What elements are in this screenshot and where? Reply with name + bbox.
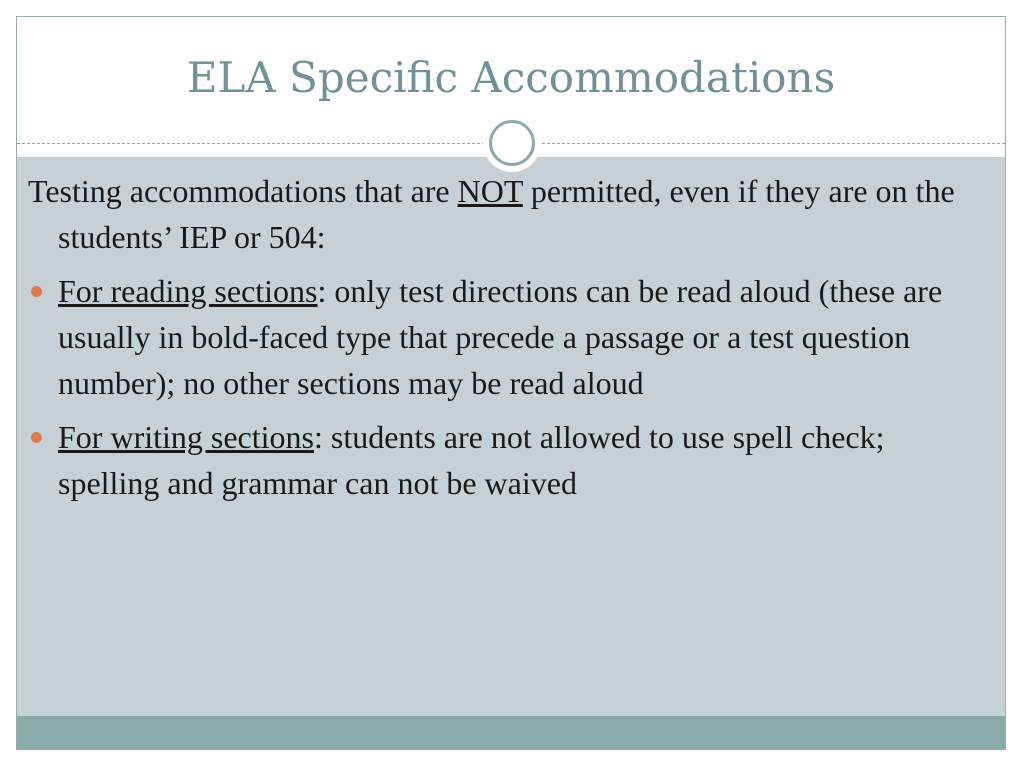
- bullet-label-reading: For reading sections: [58, 273, 318, 309]
- bullet-text-reading: : only test directions can be read aloud (these are usually in bold-faced type that precede a passage or a test question number); no other sections may be read aloud: [58, 273, 943, 401]
- bullet-text-writing: : students are not allowed to use spell check; spelling and grammar can not be waived: [58, 419, 885, 501]
- bullet-icon: [31, 432, 42, 443]
- bottom-accent-bar: [17, 716, 1005, 749]
- bullet-label-writing: For writing sections: [58, 419, 314, 455]
- ring-icon: [489, 120, 535, 166]
- intro-emphasis: NOT: [457, 173, 523, 209]
- bullet-icon: [31, 286, 42, 297]
- slide-title: ELA Specific Accommodations: [186, 53, 836, 102]
- circle-ornament-icon: [483, 114, 541, 172]
- intro-paragraph: [28, 168, 973, 260]
- intro-text-after: permitted, even if they are on the students’ IEP or 504:: [58, 173, 955, 255]
- intro-text-before: Testing accommodations that are: [28, 173, 458, 209]
- bullet-item-reading: [28, 268, 973, 406]
- slide-body: [28, 168, 973, 514]
- bullet-item-writing: [28, 414, 973, 506]
